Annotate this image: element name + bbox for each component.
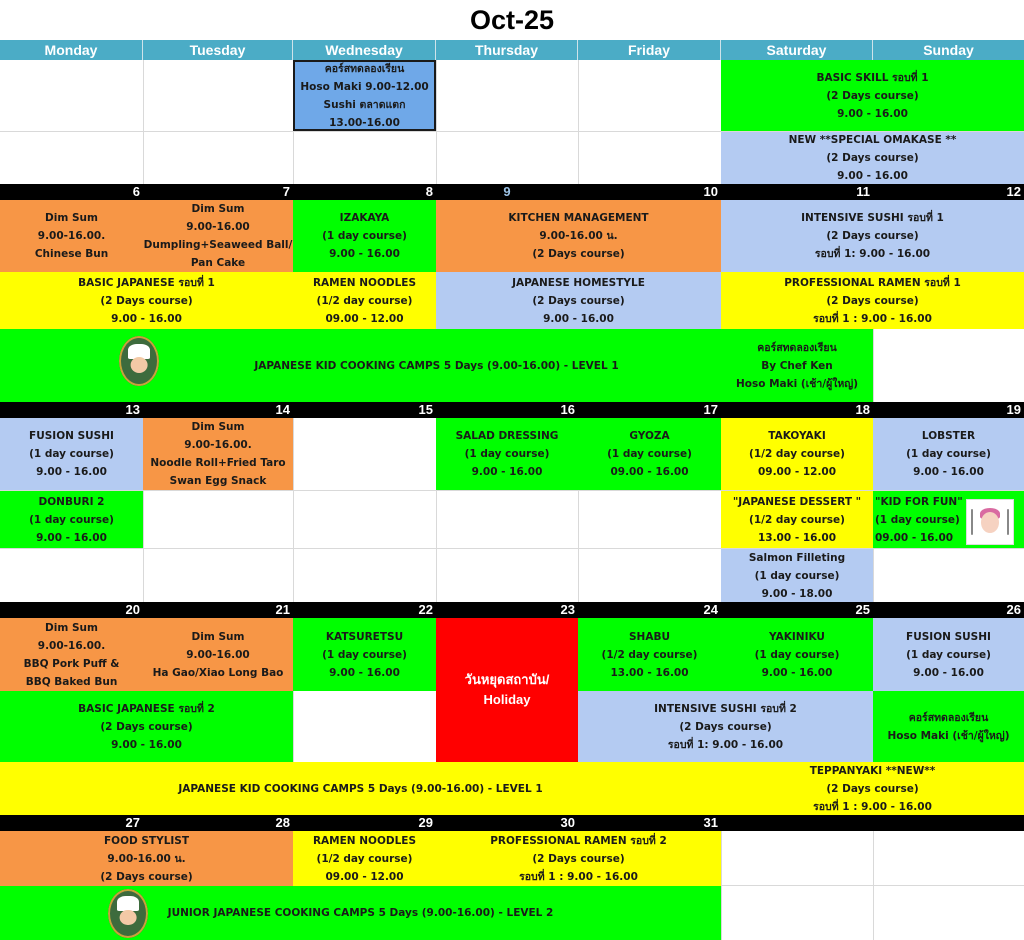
day-number: 6 [132, 184, 140, 199]
day-number: 25 [855, 602, 870, 617]
week-bar [0, 815, 1024, 831]
week-bar [0, 602, 1024, 618]
day-number: 16 [560, 402, 575, 417]
event-food-stylist[interactable]: FOOD STYLIST 9.00-16.00 น. (2 Days course) [0, 831, 293, 886]
day-number: 23 [560, 602, 575, 617]
day-number: 17 [703, 402, 718, 417]
week-bar [0, 184, 1024, 200]
day-number: 13 [125, 402, 140, 417]
weekday-monday: Monday [0, 40, 143, 60]
event-ramen-noodles[interactable]: RAMEN NOODLES (1/2 day course) 09.00 - 12.00 [293, 272, 436, 329]
day-number: 24 [703, 602, 718, 617]
event-donburi[interactable]: DONBURI 2 (1 day course) 9.00 - 16.00 [0, 491, 143, 548]
day-number: 20 [125, 602, 140, 617]
day-number: 30 [560, 815, 575, 830]
day-number: 8 [425, 184, 433, 199]
event-shabu[interactable]: SHABU (1/2 day course) 13.00 - 16.00 [578, 618, 721, 691]
event-fusion-sushi[interactable]: FUSION SUSHI (1 day course) 9.00 - 16.00 [873, 618, 1024, 691]
cooking-camp-logo [108, 889, 148, 938]
day-number: 27 [125, 815, 140, 830]
day-number: 31 [703, 815, 718, 830]
event-dim-sum[interactable]: Dim Sum 9.00-16.00. Chinese Bun [0, 200, 143, 272]
event-japanese-dessert[interactable]: "JAPANESE DESSERT " (1/2 day course) 13.00 - 16.00 [721, 491, 873, 548]
event-professional-ramen[interactable]: PROFESSIONAL RAMEN รอบที่ 1 (2 Days course) รอบที่ 1 : 9.00 - 16.00 [721, 272, 1024, 329]
event-junior-cooking-camp[interactable]: JUNIOR JAPANESE COOKING CAMPS 5 Days (9.00-16.00) - LEVEL 2 [0, 886, 721, 940]
event-dim-sum[interactable]: Dim Sum 9.00-16.00 Dumpling+Seaweed Ball/ Pan Cake [143, 200, 293, 272]
day-number: 22 [418, 602, 433, 617]
event-professional-ramen[interactable]: PROFESSIONAL RAMEN รอบที่ 2 (2 Days course) รอบที่ 1 : 9.00 - 16.00 [436, 831, 721, 886]
weekday-thursday: Thursday [436, 40, 578, 60]
weekday-tuesday: Tuesday [143, 40, 293, 60]
event-gyoza[interactable]: GYOZA (1 day course) 09.00 - 16.00 [578, 418, 721, 490]
event-holiday[interactable]: วันหยุดสถาบัน/ Holiday [436, 618, 578, 762]
weekday-wednesday: Wednesday [293, 40, 436, 60]
event-special-omakase[interactable]: NEW **SPECIAL OMAKASE ** (2 Days course) 9.00 - 16.00 [721, 132, 1024, 184]
day-number: 18 [855, 402, 870, 417]
event-kid-cooking-camp[interactable]: JAPANESE KID COOKING CAMPS 5 Days (9.00-16.00) - LEVEL 1 [0, 329, 873, 402]
event-basic-japanese[interactable]: BASIC JAPANESE รอบที่ 1 (2 Days course) 9.00 - 16.00 [0, 272, 293, 329]
day-number: 11 [856, 184, 870, 199]
cooking-camp-logo [119, 336, 159, 386]
day-number: 10 [703, 184, 718, 199]
event-kitchen-management[interactable]: KITCHEN MANAGEMENT 9.00-16.00 น. (2 Days course) [436, 200, 721, 272]
event-fusion-sushi[interactable]: FUSION SUSHI (1 day course) 9.00 - 16.00 [0, 418, 143, 490]
event-yakiniku[interactable]: YAKINIKU (1 day course) 9.00 - 16.00 [721, 618, 873, 691]
event-teppanyaki[interactable]: TEPPANYAKI **NEW** (2 Days course) รอบที่ 1 : 9.00 - 16.00 [721, 762, 1024, 815]
event-katsuretsu[interactable]: KATSURETSU (1 day course) 9.00 - 16.00 [293, 618, 436, 691]
event-intensive-sushi[interactable]: INTENSIVE SUSHI รอบที่ 2 (2 Days course) รอบที่ 1: 9.00 - 16.00 [578, 691, 873, 762]
day-number: 29 [418, 815, 433, 830]
day-number: 7 [282, 184, 290, 199]
event-trial-class[interactable]: คอร์สทดลองเรียน Hoso Maki (เช้า/ผู้ใหญ่) [873, 691, 1024, 762]
day-number: 9 [503, 184, 511, 199]
weekday-saturday: Saturday [721, 40, 873, 60]
event-takoyaki[interactable]: TAKOYAKI (1/2 day course) 09.00 - 12.00 [721, 418, 873, 490]
event-dim-sum[interactable]: Dim Sum 9.00-16.00 Ha Gao/Xiao Long Bao [143, 618, 293, 691]
day-number: 15 [418, 402, 433, 417]
event-kid-cooking-camp[interactable]: JAPANESE KID COOKING CAMPS 5 Days (9.00-16.00) - LEVEL 1 [0, 762, 721, 815]
kid-chef-icon [966, 499, 1014, 545]
event-kid-for-fun[interactable]: "KID FOR FUN" (1 day course) 09.00 - 16.00 [873, 491, 1024, 548]
event-basic-skill[interactable]: BASIC SKILL รอบที่ 1 (2 Days course) 9.00 - 16.00 [721, 60, 1024, 131]
event-dim-sum[interactable]: Dim Sum 9.00-16.00. Noodle Roll+Fried Taro Swan Egg Snack [143, 418, 293, 490]
event-salmon-filleting[interactable]: Salmon Filleting (1 day course) 9.00 - 18.00 [721, 549, 873, 602]
day-number: 26 [1006, 602, 1021, 617]
day-number: 19 [1006, 402, 1021, 417]
weekday-friday: Friday [578, 40, 721, 60]
day-number: 28 [275, 815, 290, 830]
day-number: 14 [275, 402, 290, 417]
weekday-sunday: Sunday [873, 40, 1024, 60]
event-salad-dressing[interactable]: SALAD DRESSING (1 day course) 9.00 - 16.00 [436, 418, 578, 490]
event-intensive-sushi[interactable]: INTENSIVE SUSHI รอบที่ 1 (2 Days course) รอบที่ 1: 9.00 - 16.00 [721, 200, 1024, 272]
event-trial-chef-ken[interactable]: คอร์สทดลองเรียน By Chef Ken Hoso Maki (เช้า/ผู้ใหญ่) [721, 330, 873, 402]
day-number: 12 [1006, 184, 1021, 199]
event-basic-japanese[interactable]: BASIC JAPANESE รอบที่ 2 (2 Days course) 9.00 - 16.00 [0, 691, 293, 762]
event-japanese-homestyle[interactable]: JAPANESE HOMESTYLE (2 Days course) 9.00 - 16.00 [436, 272, 721, 329]
event-trial-class[interactable]: คอร์สทดลองเรียน Hoso Maki 9.00-12.00 Sushi ตลาดแตก 13.00-16.00 [293, 60, 436, 131]
event-dim-sum[interactable]: Dim Sum 9.00-16.00. BBQ Pork Puff & BBQ Baked Bun [0, 618, 143, 691]
month-title: Oct-25 [469, 4, 555, 35]
event-ramen-noodles[interactable]: RAMEN NOODLES (1/2 day course) 09.00 - 12.00 [293, 831, 436, 886]
event-lobster[interactable]: LOBSTER (1 day course) 9.00 - 16.00 [873, 418, 1024, 490]
day-number: 21 [275, 602, 290, 617]
event-izakaya[interactable]: IZAKAYA (1 day course) 9.00 - 16.00 [293, 200, 436, 272]
week-bar [0, 402, 1024, 418]
